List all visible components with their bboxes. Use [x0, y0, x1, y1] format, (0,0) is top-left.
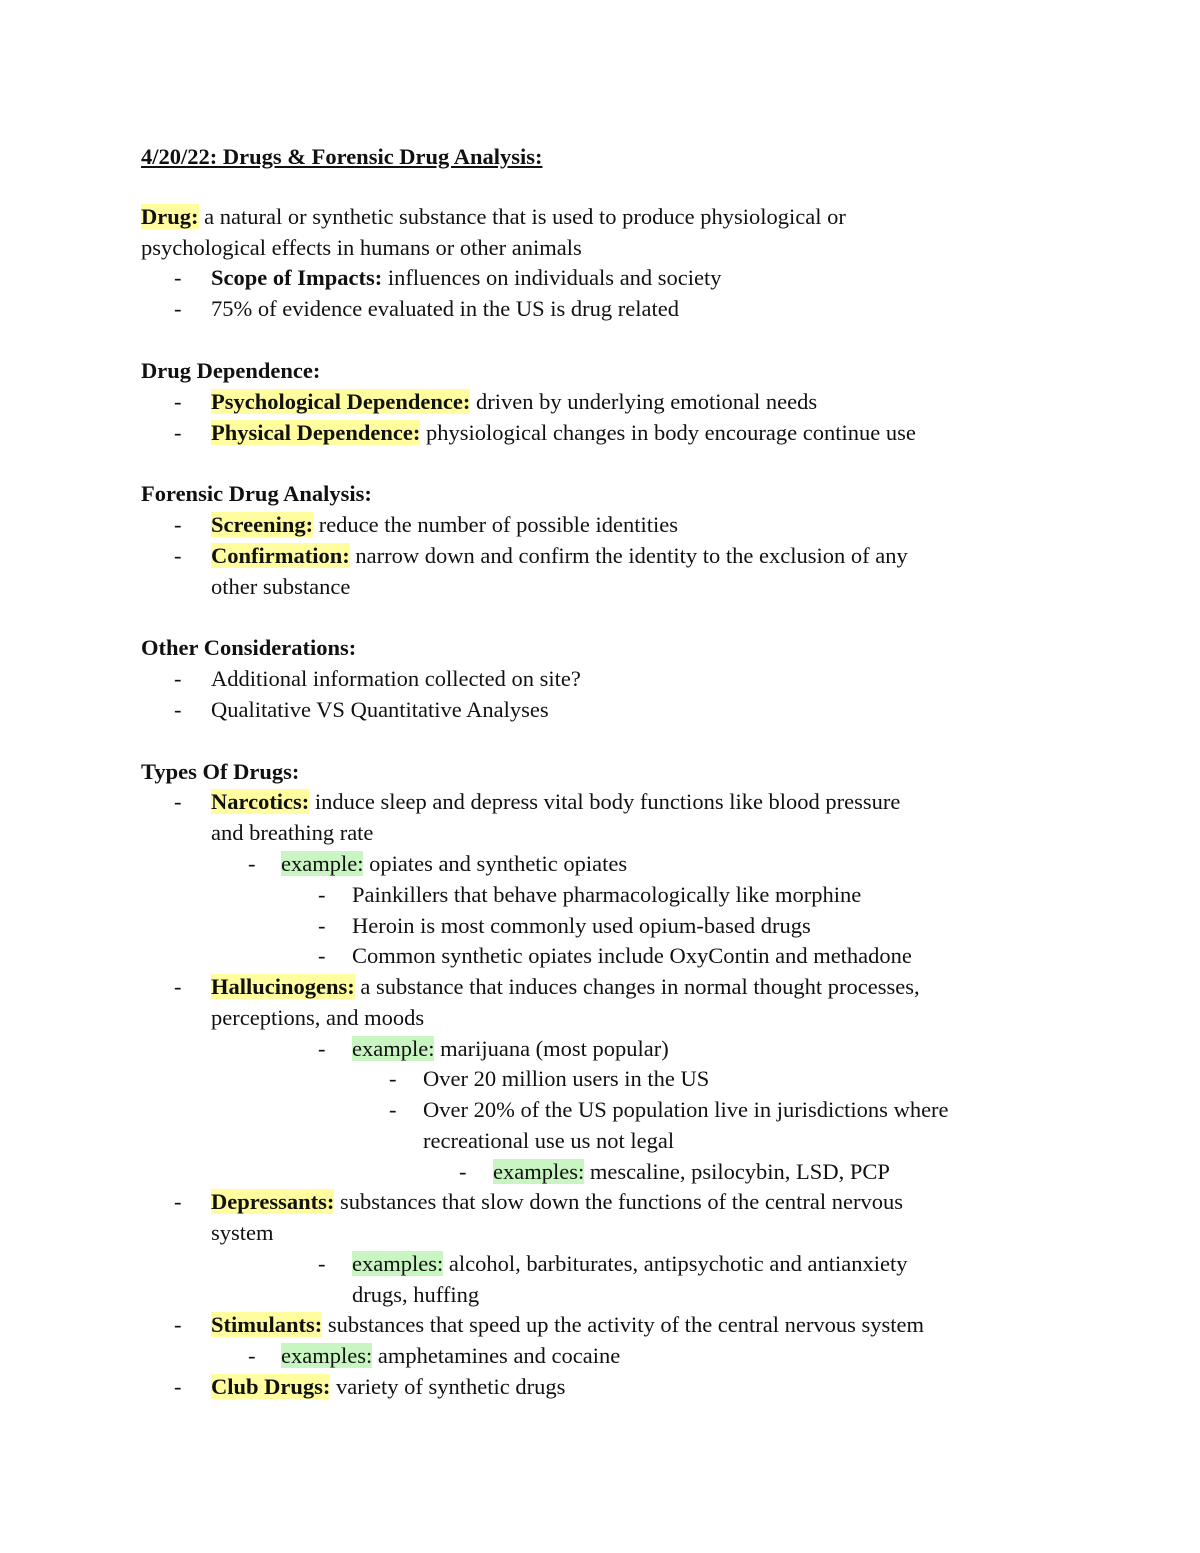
list-item-text: drugs, huffing	[352, 1282, 480, 1307]
list-item-text: influences on individuals and society	[382, 265, 722, 290]
bullet-dash: -	[174, 789, 182, 814]
term-psychological-dependence: Psychological Dependence:	[211, 389, 471, 414]
bullet-dash: -	[174, 974, 182, 999]
bullet-dash: -	[174, 296, 182, 321]
drug-definition-continuation: psychological effects in humans or other animals	[141, 235, 582, 260]
term-physical-dependence: Physical Dependence:	[211, 420, 421, 445]
list-item-text: Over 20% of the US population live in jurisdictions where	[423, 1097, 949, 1122]
term-drug: Drug:	[141, 204, 199, 229]
section-heading-forensic-drug-analysis: Forensic Drug Analysis:	[141, 481, 372, 506]
example-label: example:	[281, 851, 364, 876]
term-confirmation: Confirmation:	[211, 543, 350, 568]
term-narcotics: Narcotics:	[211, 789, 310, 814]
term-scope-of-impacts: Scope of Impacts:	[211, 265, 383, 290]
list-item-text: induce sleep and depress vital body functions like blood pressure	[309, 789, 901, 814]
bullet-dash: -	[174, 666, 182, 691]
term-depressants: Depressants:	[211, 1189, 335, 1214]
list-item-text: substances that speed up the activity of the central nervous system	[322, 1312, 924, 1337]
section-heading-drug-dependence: Drug Dependence:	[141, 358, 321, 383]
term-screening: Screening:	[211, 512, 314, 537]
bullet-dash: -	[248, 1343, 256, 1368]
page-title: 4/20/22: Drugs & Forensic Drug Analysis:	[141, 144, 543, 169]
list-item-text: reduce the number of possible identities	[313, 512, 678, 537]
bullet-dash: -	[174, 1189, 182, 1214]
list-item-text: other substance	[211, 574, 351, 599]
list-item-text: substances that slow down the functions of the central nervous	[334, 1189, 903, 1214]
list-item-text: Additional information collected on site?	[211, 666, 581, 691]
list-item-text: opiates and synthetic opiates	[363, 851, 628, 876]
list-item-text: mescaline, psilocybin, LSD, PCP	[584, 1159, 890, 1184]
list-item-text: marijuana (most popular)	[434, 1036, 669, 1061]
list-item-text: system	[211, 1220, 274, 1245]
bullet-dash: -	[174, 697, 182, 722]
bullet-dash: -	[318, 1251, 326, 1276]
list-item-text: and breathing rate	[211, 820, 374, 845]
list-item-text: variety of synthetic drugs	[330, 1374, 566, 1399]
section-heading-types-of-drugs: Types Of Drugs:	[141, 759, 300, 784]
list-item-text: perceptions, and moods	[211, 1005, 425, 1030]
bullet-dash: -	[459, 1159, 467, 1184]
term-club-drugs: Club Drugs:	[211, 1374, 331, 1399]
examples-label: examples:	[352, 1251, 444, 1276]
bullet-dash: -	[318, 1036, 326, 1061]
list-item-text: Qualitative VS Quantitative Analyses	[211, 697, 549, 722]
example-label: example:	[352, 1036, 435, 1061]
bullet-dash: -	[248, 851, 256, 876]
examples-label: examples:	[493, 1159, 585, 1184]
examples-label: examples:	[281, 1343, 373, 1368]
list-item-text: Over 20 million users in the US	[423, 1066, 710, 1091]
drug-definition-text: a natural or synthetic substance that is used to produce physiological or	[198, 204, 846, 229]
list-item-text: amphetamines and cocaine	[372, 1343, 621, 1368]
list-item-text: Heroin is most commonly used opium-based drugs	[352, 913, 811, 938]
list-item-text: Painkillers that behave pharmacologically like morphine	[352, 882, 862, 907]
bullet-dash: -	[174, 543, 182, 568]
bullet-dash: -	[174, 512, 182, 537]
list-item-text: alcohol, barbiturates, antipsychotic and antianxiety	[443, 1251, 908, 1276]
bullet-dash: -	[174, 420, 182, 445]
section-heading-other-considerations: Other Considerations:	[141, 635, 357, 660]
list-item-text: recreational use us not legal	[423, 1128, 675, 1153]
list-item-text: Common synthetic opiates include OxyContin and methadone	[352, 943, 912, 968]
list-item-text: 75% of evidence evaluated in the US is drug related	[211, 296, 679, 321]
bullet-dash: -	[318, 913, 326, 938]
bullet-dash: -	[174, 1374, 182, 1399]
list-item-text: physiological changes in body encourage continue use	[420, 420, 916, 445]
bullet-dash: -	[174, 389, 182, 414]
list-item-text: driven by underlying emotional needs	[470, 389, 818, 414]
term-stimulants: Stimulants:	[211, 1312, 323, 1337]
term-hallucinogens: Hallucinogens:	[211, 974, 355, 999]
bullet-dash: -	[174, 265, 182, 290]
bullet-dash: -	[389, 1097, 397, 1122]
list-item-text: narrow down and confirm the identity to the exclusion of any	[349, 543, 908, 568]
bullet-dash: -	[318, 882, 326, 907]
list-item-text: a substance that induces changes in normal thought processes,	[354, 974, 920, 999]
drug-definition-line	[141, 202, 846, 232]
bullet-dash: -	[174, 1312, 182, 1337]
bullet-dash: -	[389, 1066, 397, 1091]
bullet-dash: -	[318, 943, 326, 968]
